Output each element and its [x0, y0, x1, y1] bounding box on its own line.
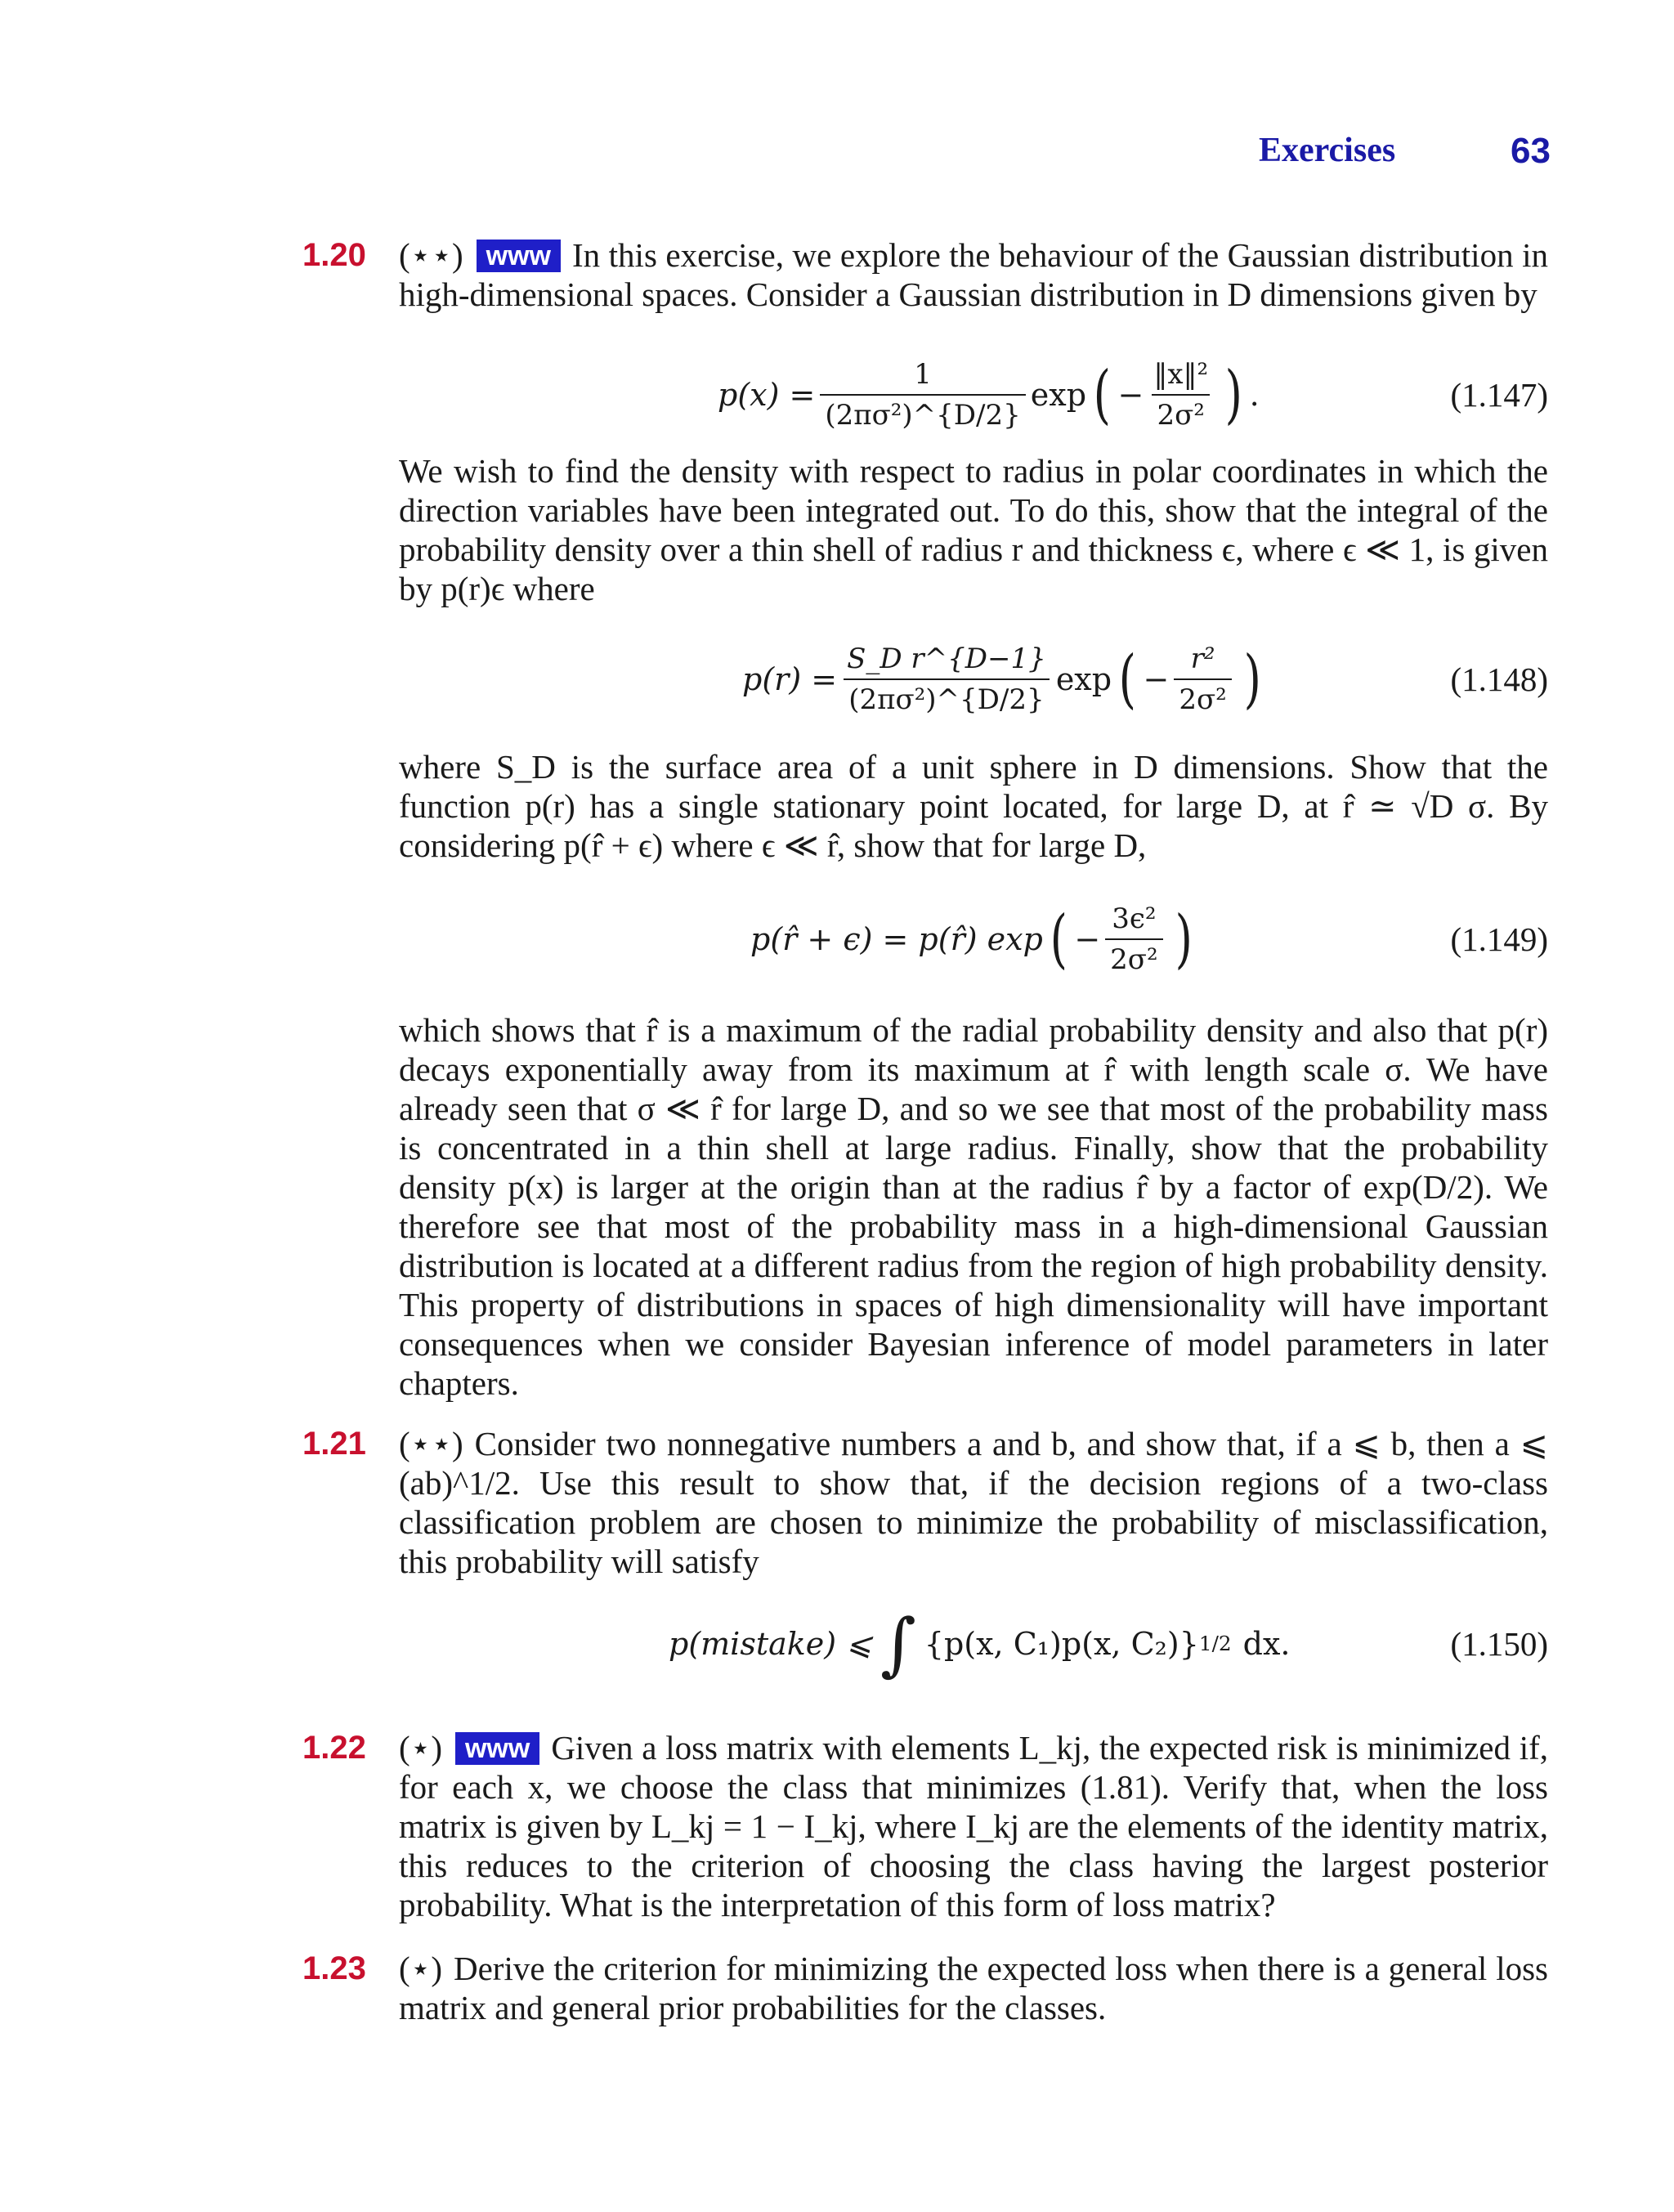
- equation-lhs: p(r̂ + ϵ) = p(r̂) exp: [750, 921, 1043, 957]
- exercise-number: 1.22: [302, 1730, 366, 1766]
- exercise-number: 1.20: [302, 237, 366, 273]
- paragraph-text: In this exercise, we explore the behaviour of the Gaussian distribution in high-dimensional spaces. Consider a Gaussian distribution in D dimensions given by: [399, 236, 1548, 313]
- left-paren: (: [1093, 358, 1111, 432]
- right-paren: ): [1243, 643, 1261, 716]
- fraction-numerator: 3ϵ²: [1112, 902, 1157, 935]
- difficulty-stars: (⋆⋆): [399, 1425, 463, 1462]
- page-number: 63: [1511, 131, 1551, 171]
- integrand: {p(x, C₁)p(x, C₂)}: [924, 1626, 1199, 1662]
- equation-lhs: p(x) =: [718, 377, 816, 413]
- exponent-fraction: [1105, 902, 1162, 976]
- integral-sign: ∫: [880, 1604, 916, 1684]
- www-badge[interactable]: www: [477, 240, 561, 272]
- paragraph-text: Given a loss matrix with elements L_kj, the expected risk is minimized if, for each x, we choose the class that minimizes (1.81). Verify that, when the loss matrix is given by L_kj = 1 − I_kj, where I_kj are the elements of the identity matrix, this reduces to the criterion of choosing the class having the largest posterior probability. What is the interpretation of this form of loss matrix?: [399, 1729, 1548, 1923]
- paragraph-text: We wish to find the density with respect to radius in polar coordinates in which the direction variables have been integrated out. To do this, show that the integral of the probability density over a thin shell of radius r and thickness ϵ, where ϵ ≪ 1, is given by p(r)ϵ where: [399, 452, 1548, 607]
- paragraph-text: Derive the criterion for minimizing the expected loss when there is a general loss matrix and general prior probabilities for the classes.: [399, 1950, 1548, 2026]
- left-paren: (: [1050, 902, 1068, 976]
- difficulty-stars: (⋆⋆): [399, 236, 463, 274]
- exercise-number: 1.21: [302, 1426, 366, 1462]
- fraction-denominator: 2σ²: [1152, 394, 1209, 432]
- running-header-title: Exercises: [1259, 132, 1396, 169]
- fraction-numerator: S_D r^{D−1}: [847, 643, 1046, 675]
- difficulty-stars: (⋆): [399, 1729, 442, 1766]
- fraction-numerator: r²: [1190, 643, 1215, 675]
- fraction-numerator: 1: [914, 358, 932, 391]
- exercise-1-22-text: [399, 1728, 1548, 1924]
- right-paren: ): [1175, 902, 1193, 976]
- exp-operator: exp: [1030, 377, 1087, 413]
- difficulty-stars: (⋆): [399, 1950, 442, 1987]
- exponent-fraction: [1174, 643, 1231, 716]
- fraction-denominator: (2πσ²)^{D/2}: [820, 394, 1025, 432]
- equation-1-147: p(x) = $\frac{1}{\text{(2πσ²)\textasciicircum{}\{D/2\}}}$ exp ( − $\frac{\text{‖x‖²}}{\text{2σ²}}$ ) . (1.147): [718, 358, 1548, 432]
- equation-number: (1.148): [1450, 660, 1548, 698]
- exercise-1-21-text: [399, 1424, 1548, 1581]
- exercise-1-23-text: [399, 1949, 1548, 2027]
- www-badge[interactable]: www: [455, 1732, 539, 1765]
- equation-number: (1.150): [1450, 1625, 1548, 1663]
- fraction-denominator: (2πσ²)^{D/2}: [844, 678, 1049, 716]
- equation-number: (1.147): [1450, 376, 1548, 414]
- equation-lhs: p(r) =: [742, 661, 838, 697]
- equation-1-150: p(mistake) ⩽ ∫ {p(x, C₁)p(x, C₂)} 1/2 dx. (1.150): [669, 1604, 1548, 1684]
- equation-1-149: p(r̂ + ϵ) = p(r̂) exp ( − $\frac{\text{3ϵ²}}{\text{2σ²}}$ ) (1.149): [750, 902, 1548, 976]
- exponent-fraction: [1148, 358, 1213, 432]
- exercise-number: 1.23: [302, 1950, 366, 1986]
- fraction-denominator: 2σ²: [1174, 678, 1231, 716]
- equation-1-148: p(r) = $\frac{\text{S\_D r\textasciicircum{}\{D−1\}}}{\text{(2πσ²)\textasciicircum{}\{D/2\}}}$ exp ( − $\frac{\text{r²}}{\text{2σ²}}$ ) (1.148): [742, 643, 1548, 716]
- paragraph-text: which shows that r̂ is a maximum of the radial probability density and also that p(r) decays exponentially away from its maximum at r̂ with length scale σ. We have already seen that σ ≪ r̂ for large D, and so we see that most of the probability mass is concentrated in a thin shell at large radius. Finally, show that the probability density p(x) is larger at the origin than at the radius r̂ by a factor of exp(D/2). We therefore see that most of the probability mass in a high-dimensional Gaussian distribution is located at a different radius from the region of high probability density. This property of distributions in spaces of high dimensionality will have important consequences when we consider Bayesian inference of model parameters in later chapters.: [399, 1011, 1548, 1402]
- left-paren: (: [1118, 643, 1136, 716]
- equation-number: (1.149): [1450, 920, 1548, 958]
- equation-tail: .: [1249, 377, 1260, 413]
- paragraph-text: where S_D is the surface area of a unit sphere in D dimensions. Show that the function p(r) has a single stationary point located, for large D, at r̂ ≃ √D σ. By considering p(r̂ + ϵ) where ϵ ≪ r̂, show that for large D,: [399, 748, 1548, 864]
- right-paren: ): [1224, 358, 1242, 432]
- exercise-1-20-intro: [399, 235, 1548, 314]
- equation-lhs: p(mistake) ⩽: [669, 1626, 873, 1662]
- paragraph-text: Consider two nonnegative numbers a and b, and show that, if a ⩽ b, then a ⩽ (ab)^1/2. Use this result to show that, if the decision regions of a two-class classification problem are chosen to minimize the probability of misclassification, this probability will satisfy: [399, 1425, 1548, 1580]
- fraction-numerator: ‖x‖²: [1153, 358, 1209, 391]
- fraction-denominator: 2σ²: [1105, 938, 1162, 976]
- exp-operator: exp: [1055, 661, 1112, 697]
- differential: dx.: [1242, 1626, 1291, 1662]
- fraction: [820, 358, 1025, 432]
- fraction: [842, 643, 1051, 716]
